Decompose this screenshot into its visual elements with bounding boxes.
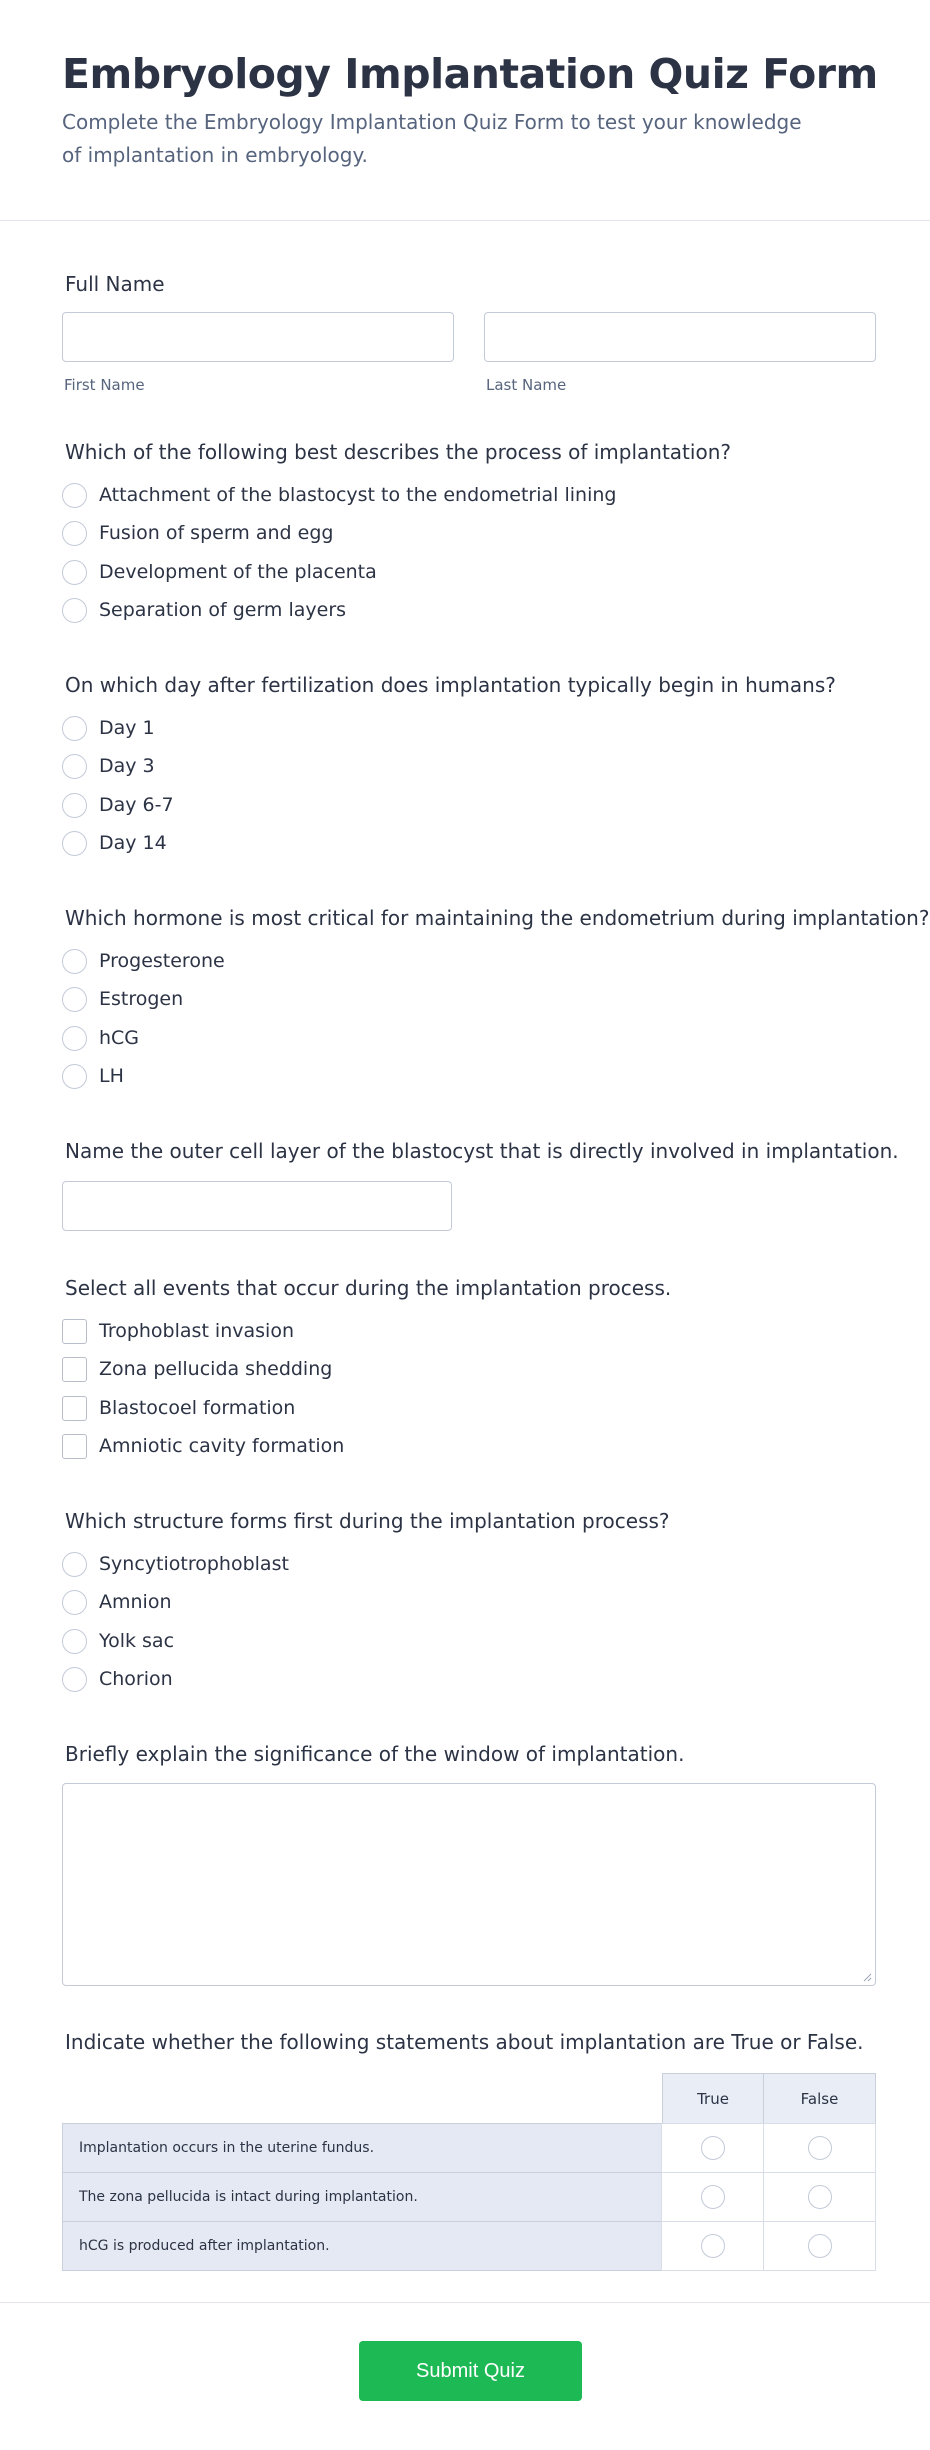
q2-option[interactable] xyxy=(62,753,155,779)
form-header xyxy=(0,0,930,221)
radio-button[interactable] xyxy=(701,2136,725,2160)
outer-cell-layer-input[interactable] xyxy=(62,1181,452,1231)
last-name-input[interactable] xyxy=(484,312,876,362)
q3-option[interactable] xyxy=(62,1025,139,1051)
checkbox[interactable] xyxy=(62,1357,87,1382)
q6-option-label: Syncytiotrophoblast xyxy=(99,1553,289,1575)
radio-button[interactable] xyxy=(62,1629,87,1654)
q2-option[interactable] xyxy=(62,715,155,741)
q6-option[interactable] xyxy=(62,1628,174,1654)
q1-label: Which of the following best describes the process of implantation? xyxy=(65,440,731,464)
q3-label: Which hormone is most critical for maintaining the endometrium during implantation? xyxy=(65,906,930,930)
q3-option[interactable] xyxy=(62,986,183,1012)
q3-option-label: Progesterone xyxy=(99,950,225,972)
q1-option[interactable] xyxy=(62,482,616,508)
radio-button[interactable] xyxy=(62,521,87,546)
q5-option-label: Zona pellucida shedding xyxy=(99,1358,333,1380)
q6-label: Which structure forms first during the implantation process? xyxy=(65,1509,670,1533)
q2-option-label: Day 14 xyxy=(99,832,167,854)
q2-option[interactable] xyxy=(62,830,167,856)
q3-option-label: LH xyxy=(99,1065,124,1087)
radio-button[interactable] xyxy=(808,2136,832,2160)
q6-option[interactable] xyxy=(62,1551,289,1577)
form-title: Embryology Implantation Quiz Form xyxy=(62,50,878,98)
q1-option[interactable] xyxy=(62,597,346,623)
column-header-false: False xyxy=(763,2073,876,2124)
radio-button[interactable] xyxy=(701,2185,725,2209)
last-name-sublabel: Last Name xyxy=(486,376,567,394)
checkbox[interactable] xyxy=(62,1319,87,1344)
first-name-input[interactable] xyxy=(62,312,454,362)
q2-option-label: Day 1 xyxy=(99,717,155,739)
q3-option[interactable] xyxy=(62,1063,124,1089)
q6-option-label: Chorion xyxy=(99,1668,173,1690)
matrix-row-label: hCG is produced after implantation. xyxy=(62,2221,662,2271)
footer-divider xyxy=(0,2302,930,2303)
q6-option[interactable] xyxy=(62,1589,172,1615)
q5-option[interactable] xyxy=(62,1433,344,1459)
radio-button[interactable] xyxy=(62,754,87,779)
q1-option[interactable] xyxy=(62,520,333,546)
q2-option[interactable] xyxy=(62,792,174,818)
radio-button[interactable] xyxy=(701,2234,725,2258)
q3-option[interactable] xyxy=(62,948,225,974)
matrix-cell[interactable] xyxy=(763,2123,876,2173)
q5-option[interactable] xyxy=(62,1356,332,1382)
radio-button[interactable] xyxy=(62,560,87,585)
q5-option-label: Trophoblast invasion xyxy=(99,1320,294,1342)
matrix-cell[interactable] xyxy=(661,2123,764,2173)
full-name-label: Full Name xyxy=(65,272,165,296)
q1-option-label: Attachment of the blastocyst to the endometrial lining xyxy=(99,484,617,506)
q5-label: Select all events that occur during the implantation process. xyxy=(65,1276,672,1300)
radio-button[interactable] xyxy=(808,2185,832,2209)
matrix-cell[interactable] xyxy=(763,2172,876,2222)
matrix-row-label: Implantation occurs in the uterine fundus. xyxy=(62,2123,662,2173)
matrix-cell[interactable] xyxy=(661,2221,764,2271)
q6-option[interactable] xyxy=(62,1666,173,1692)
q3-option-label: hCG xyxy=(99,1027,140,1049)
q6-option-label: Amnion xyxy=(99,1591,172,1613)
radio-button[interactable] xyxy=(62,1667,87,1692)
radio-button[interactable] xyxy=(62,1590,87,1615)
radio-button[interactable] xyxy=(62,987,87,1012)
radio-button[interactable] xyxy=(62,1064,87,1089)
radio-button[interactable] xyxy=(808,2234,832,2258)
q1-option[interactable] xyxy=(62,559,377,585)
window-of-implantation-textarea[interactable] xyxy=(62,1783,876,1986)
radio-button[interactable] xyxy=(62,598,87,623)
first-name-sublabel: First Name xyxy=(64,376,145,394)
matrix-cell[interactable] xyxy=(763,2221,876,2271)
q1-option-label: Separation of germ layers xyxy=(99,599,347,621)
form-description: Complete the Embryology Implantation Quiz Form to test your knowledge of implantation in embryology. xyxy=(62,110,802,167)
q1-option-label: Fusion of sperm and egg xyxy=(99,522,334,544)
submit-button[interactable]: Submit Quiz xyxy=(359,2341,582,2401)
radio-button[interactable] xyxy=(62,483,87,508)
radio-button[interactable] xyxy=(62,1552,87,1577)
column-header-true: True xyxy=(662,2073,764,2124)
radio-button[interactable] xyxy=(62,949,87,974)
q5-option-label: Amniotic cavity formation xyxy=(99,1435,345,1457)
q2-option-label: Day 6-7 xyxy=(99,794,174,816)
q8-label: Indicate whether the following statements about implantation are True or False. xyxy=(65,2030,864,2054)
q3-option-label: Estrogen xyxy=(99,988,184,1010)
radio-button[interactable] xyxy=(62,793,87,818)
radio-button[interactable] xyxy=(62,716,87,741)
q6-option-label: Yolk sac xyxy=(99,1630,175,1652)
radio-button[interactable] xyxy=(62,831,87,856)
q4-label: Name the outer cell layer of the blastocyst that is directly involved in implantation. xyxy=(65,1139,899,1163)
q5-option[interactable] xyxy=(62,1318,294,1344)
checkbox[interactable] xyxy=(62,1434,87,1459)
q2-label: On which day after fertilization does implantation typically begin in humans? xyxy=(65,673,836,697)
q5-option[interactable] xyxy=(62,1395,295,1421)
radio-button[interactable] xyxy=(62,1026,87,1051)
resize-grip-icon[interactable] xyxy=(862,1972,872,1982)
matrix-row-label: The zona pellucida is intact during implantation. xyxy=(62,2172,662,2222)
q1-option-label: Development of the placenta xyxy=(99,561,377,583)
matrix-cell[interactable] xyxy=(661,2172,764,2222)
q7-label: Briefly explain the significance of the window of implantation. xyxy=(65,1742,685,1766)
q5-option-label: Blastocoel formation xyxy=(99,1397,296,1419)
q2-option-label: Day 3 xyxy=(99,755,155,777)
checkbox[interactable] xyxy=(62,1396,87,1421)
